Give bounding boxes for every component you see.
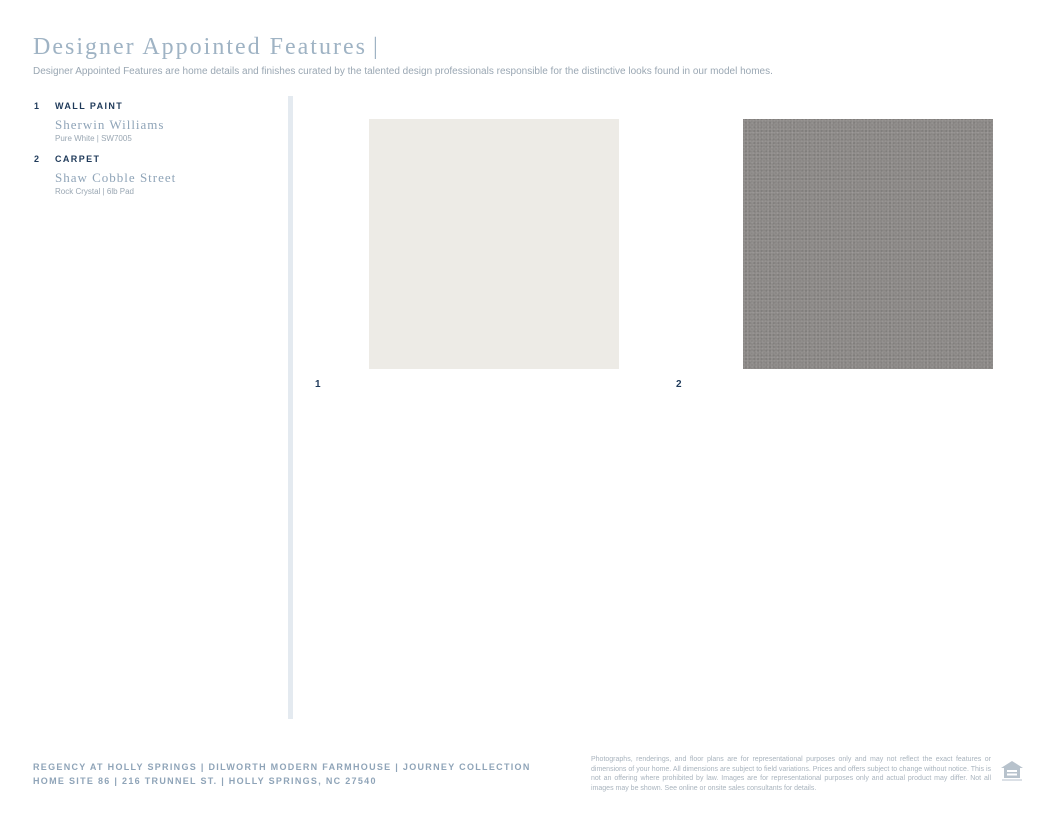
feature-name: CARPET — [55, 154, 101, 164]
feature-name: WALL PAINT — [55, 101, 124, 111]
page-subtitle: Designer Appointed Features are home details and finishes curated by the talented design professionals responsible for the distinctive looks found in our model homes. — [33, 66, 773, 77]
feature-number: 1 — [34, 101, 40, 111]
page-title — [33, 34, 380, 61]
vertical-divider — [288, 96, 293, 719]
feature-brand: Sherwin Williams — [55, 117, 165, 132]
feature-detail: Rock Crystal | 6lb Pad — [55, 187, 134, 196]
feature-list — [34, 100, 274, 206]
feature-number: 2 — [34, 154, 40, 164]
feature-detail: Pure White | SW7005 — [55, 134, 132, 143]
swatch-wall-paint — [369, 119, 619, 369]
footer-line-community: REGENCY AT HOLLY SPRINGS | DILWORTH MODERN FARMHOUSE | JOURNEY COLLECTION — [33, 762, 531, 772]
feature-item-carpet — [34, 153, 274, 196]
page-title-text: Designer Appointed Features — [33, 34, 367, 60]
title-separator: | — [372, 34, 380, 60]
footer-address — [33, 760, 531, 788]
feature-brand: Shaw Cobble Street — [55, 170, 177, 185]
swatch-number-1: 1 — [315, 379, 321, 390]
swatch-carpet — [743, 119, 993, 369]
feature-item-wall-paint — [34, 100, 274, 143]
equal-housing-opportunity-icon — [1000, 760, 1024, 782]
footer-line-homesite: HOME SITE 86 | 216 TRUNNEL ST. | HOLLY SPRINGS, NC 27540 — [33, 776, 377, 786]
footer-disclaimer: Photographs, renderings, and floor plans are for representational purposes only and may not reflect the exact features or dimensions of your home. All dimensions are subject to field variations. Prices and offers subject to change without notice. This is not an offering where prohibited by law. Images are for representational purposes only and actual product may differ. Not all images may be shown. See online or onsite sales consultants for details. — [591, 756, 991, 792]
swatch-number-2: 2 — [676, 379, 682, 390]
